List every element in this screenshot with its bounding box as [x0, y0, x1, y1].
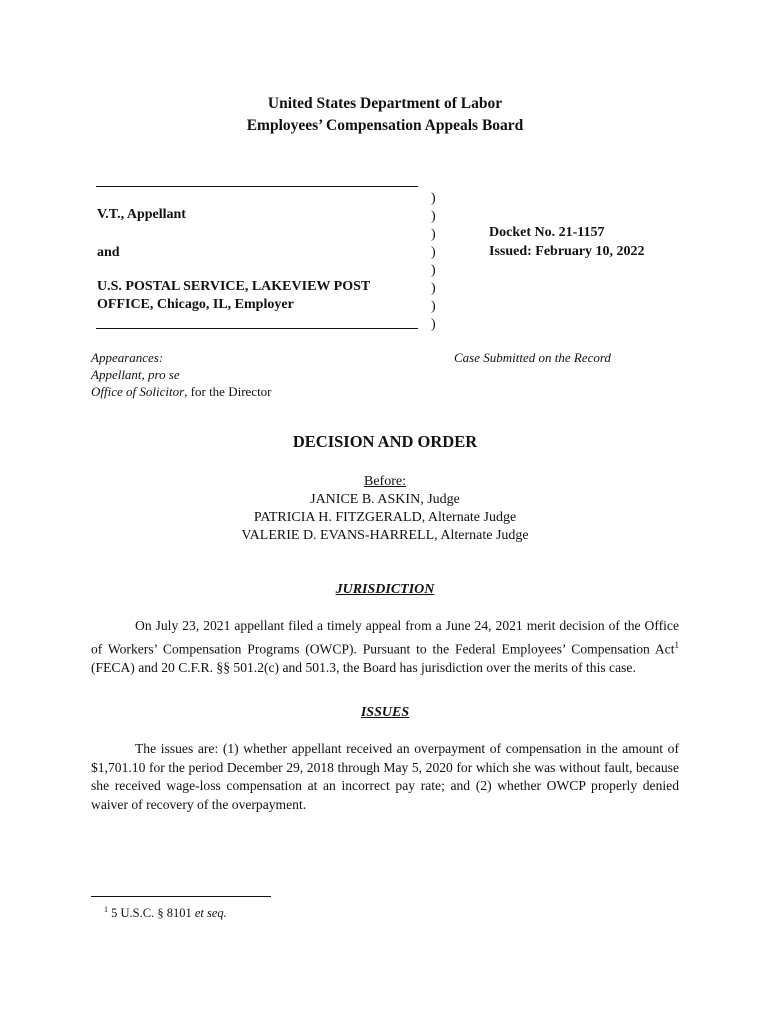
- caption-paren: ): [431, 299, 436, 314]
- footnote-text: 5 U.S.C. § 8101: [111, 906, 195, 921]
- footnote-ref: 1: [674, 639, 679, 650]
- caption-paren: ): [431, 191, 436, 206]
- docket-number: Docket No. 21-1157: [489, 225, 605, 240]
- appearance-appellant: Appellant, pro se: [91, 367, 180, 382]
- issued-date: Issued: February 10, 2022: [489, 244, 645, 259]
- jurisdiction-text-1: On July 23, 2021 appellant filed a timely appeal from a June 24, 2021 merit decision of the Office of Workers’ Compensation Programs (OWCP). Pursuant to the Federal Employees’ Compensation Act: [91, 618, 679, 657]
- solicitor-name: Office of Solicitor: [91, 384, 185, 399]
- issues-heading: ISSUES: [360, 705, 410, 720]
- agency-title: United States Department of Labor: [267, 95, 503, 112]
- appearance-solicitor: [91, 384, 272, 400]
- jurisdiction-text-2: (FECA) and 20 C.F.R. §§ 501.2(c) and 501.3, the Board has jurisdiction over the merits of this case.: [91, 659, 636, 675]
- jurisdiction-heading: JURISDICTION: [335, 582, 435, 597]
- appellant-name: V.T., Appellant: [97, 207, 186, 222]
- employer-line-1: U.S. POSTAL SERVICE, LAKEVIEW POST: [97, 279, 371, 294]
- solicitor-role: , for the Director: [184, 384, 272, 399]
- judge-1: JANICE B. ASKIN, Judge: [310, 492, 460, 507]
- caption-paren: ): [431, 317, 436, 332]
- judge-2: PATRICIA H. FITZGERALD, Alternate Judge: [253, 510, 517, 525]
- caption-paren: ): [431, 209, 436, 224]
- caption-paren: ): [431, 263, 436, 278]
- jurisdiction-paragraph: [91, 617, 679, 677]
- employer-line-2: OFFICE, Chicago, IL, Employer: [97, 297, 294, 312]
- caption-paren: ): [431, 245, 436, 260]
- caption-paren: ): [431, 281, 436, 296]
- decision-title: DECISION AND ORDER: [292, 432, 478, 451]
- judge-3: VALERIE D. EVANS-HARRELL, Alternate Judge: [241, 528, 529, 543]
- before-label: Before:: [364, 474, 406, 489]
- caption-bottom-rule: [96, 328, 418, 329]
- caption-paren: ): [431, 227, 436, 242]
- caption-top-rule: [96, 186, 418, 187]
- case-submitted: Case Submitted on the Record: [454, 350, 611, 365]
- footnote-number: 1: [104, 905, 108, 914]
- board-title: Employees’ Compensation Appeals Board: [246, 117, 524, 134]
- issues-paragraph: The issues are: (1) whether appellant received an overpayment of compensation in the amount of $1,701.10 for the period December 29, 2018 through May 5, 2020 for which she was without fault, because she received wage-loss compensation at an incorrect pay rate; and (2) whether OWCP properly denied waiver of recovery of the overpayment.: [91, 741, 679, 812]
- footnote: [104, 905, 227, 921]
- caption-and: and: [97, 245, 120, 260]
- footnote-italic: et seq.: [194, 906, 227, 921]
- footnote-rule: [91, 896, 271, 897]
- appearances-label: Appearances:: [91, 350, 164, 365]
